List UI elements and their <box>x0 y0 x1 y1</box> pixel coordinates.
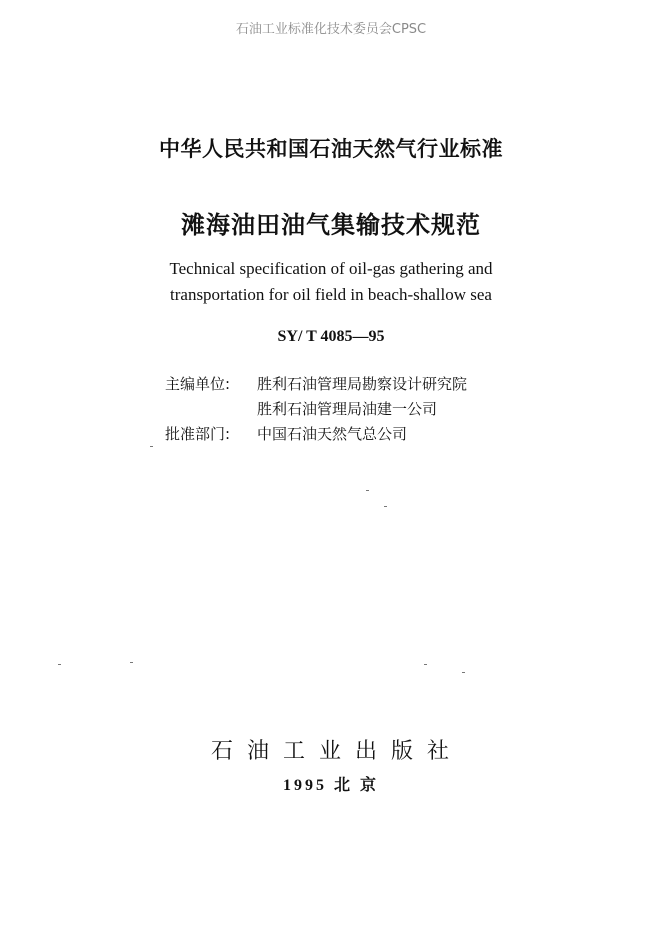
scan-speck <box>130 662 133 663</box>
document-title-chinese: 滩海油田油气集输技术规范 <box>181 211 481 239</box>
editor-label: 主编单位: <box>165 375 231 393</box>
scan-speck <box>384 506 387 507</box>
editor-label-spacer <box>165 397 257 422</box>
scan-speck <box>150 446 153 447</box>
scan-speck <box>424 664 427 665</box>
standard-category: 中华人民共和国石油天然气行业标准 <box>159 137 503 161</box>
editor-unit-2: 胜利石油管理局油建一公司 <box>257 400 438 418</box>
watermark: 石油工业标准化技术委员会CPSC <box>235 22 427 37</box>
document-title-english <box>0 256 662 308</box>
editor-row <box>165 372 467 397</box>
scan-speck <box>58 664 61 665</box>
publisher-name: 石油工业出版社 <box>210 739 463 764</box>
standard-code: SY/ T 4085—95 <box>277 328 385 345</box>
english-title-line-2: transportation for oil field in beach-shallow sea <box>170 285 492 304</box>
scan-speck <box>462 672 465 673</box>
approver-unit: 中国石油天然气总公司 <box>257 425 408 443</box>
approver-label: 批准部门: <box>165 425 231 443</box>
publication-info <box>165 372 467 447</box>
editor-unit-1: 胜利石油管理局勘察设计研究院 <box>257 375 468 393</box>
approver-row <box>165 422 467 447</box>
editor-row-2 <box>165 397 467 422</box>
english-title-line-1: Technical specification of oil-gas gathering and <box>169 259 493 278</box>
scan-speck <box>366 490 369 491</box>
publication-year-place: 1995 北 京 <box>282 777 379 794</box>
